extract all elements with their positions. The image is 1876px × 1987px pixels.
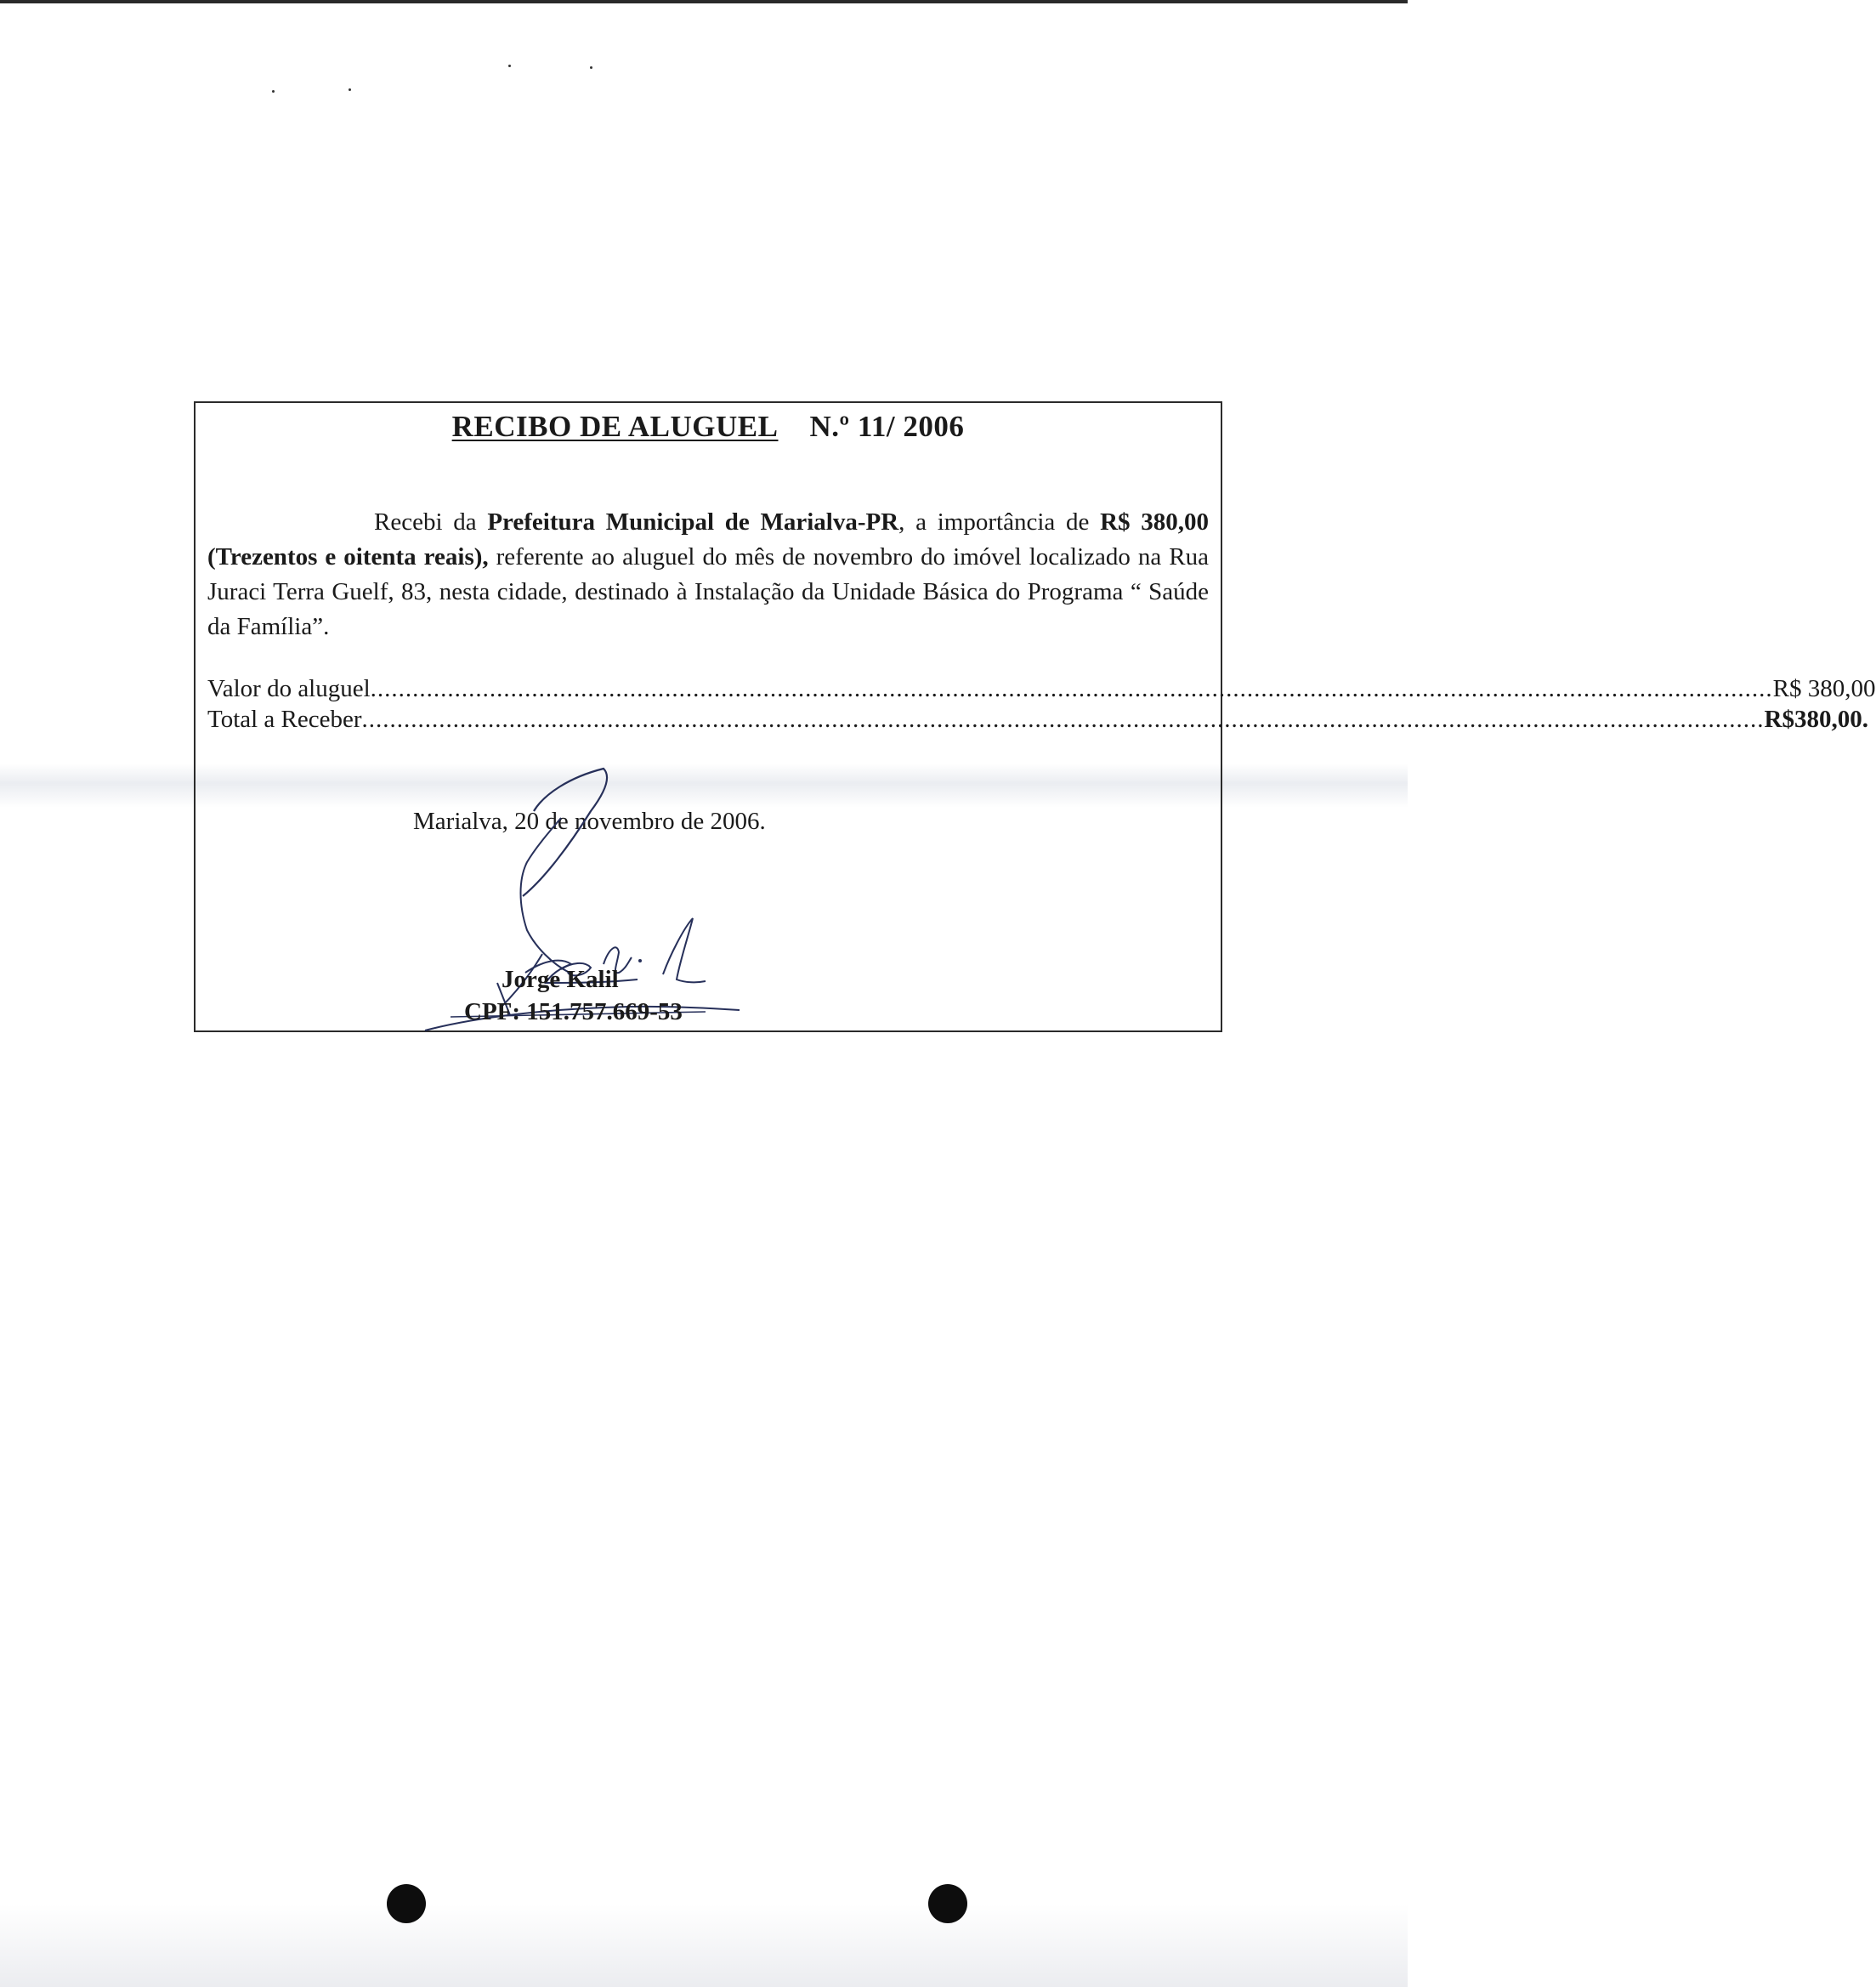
place-date: Marialva, 20 de novembro de 2006.: [413, 808, 766, 835]
scan-bottom-noise: [0, 1905, 1408, 1987]
total-label: Total a Receber: [207, 706, 362, 733]
scan-speck: [272, 90, 275, 93]
payer-name: Prefeitura Municipal de Marialva-PR: [487, 508, 899, 536]
scan-speck: [590, 66, 592, 69]
receipt-title-line: [196, 410, 1221, 444]
scan-speck: [349, 88, 351, 91]
body-description: referente ao aluguel do mês de novembro do imóvel localizado na Rua Juraci Terra Guelf, 83, nesta cidade, destinado à Instalação da Unidade Básica do Programa “ Saúde da Família”.: [207, 543, 1210, 640]
amount-in-words: R$ 380,00 (Trezentos e oitenta reais),: [207, 508, 1209, 571]
receipt-number: N.º 11/ 2006: [809, 410, 965, 443]
receipt-title: RECIBO DE ALUGUEL: [451, 410, 779, 443]
rent-label: Valor do aluguel: [207, 675, 371, 702]
body-amount-intro: , a importância de: [898, 508, 1101, 536]
leader-dots: ........................................................................................................................................................................................................: [370, 675, 1773, 702]
scan-top-edge: [0, 0, 1408, 3]
signer-name: Jorge Kalil: [502, 966, 619, 993]
value-row-total: [207, 704, 1868, 735]
receipt-body: [207, 505, 1209, 644]
leader-dots: ........................................................................................................................................................................................................: [361, 706, 1765, 733]
signer-cpf: CPF: 151.757.669-53: [464, 998, 683, 1025]
receipt-box: [194, 401, 1876, 1032]
total-amount: R$380,00.: [1764, 706, 1868, 733]
body-intro: Recebi da: [374, 508, 488, 536]
punch-hole-right: [928, 1884, 967, 1923]
scan-speck: [508, 65, 511, 67]
value-row-rent: [207, 673, 1876, 704]
punch-hole-left: [387, 1884, 426, 1923]
rent-amount: R$ 380,00: [1772, 675, 1876, 702]
